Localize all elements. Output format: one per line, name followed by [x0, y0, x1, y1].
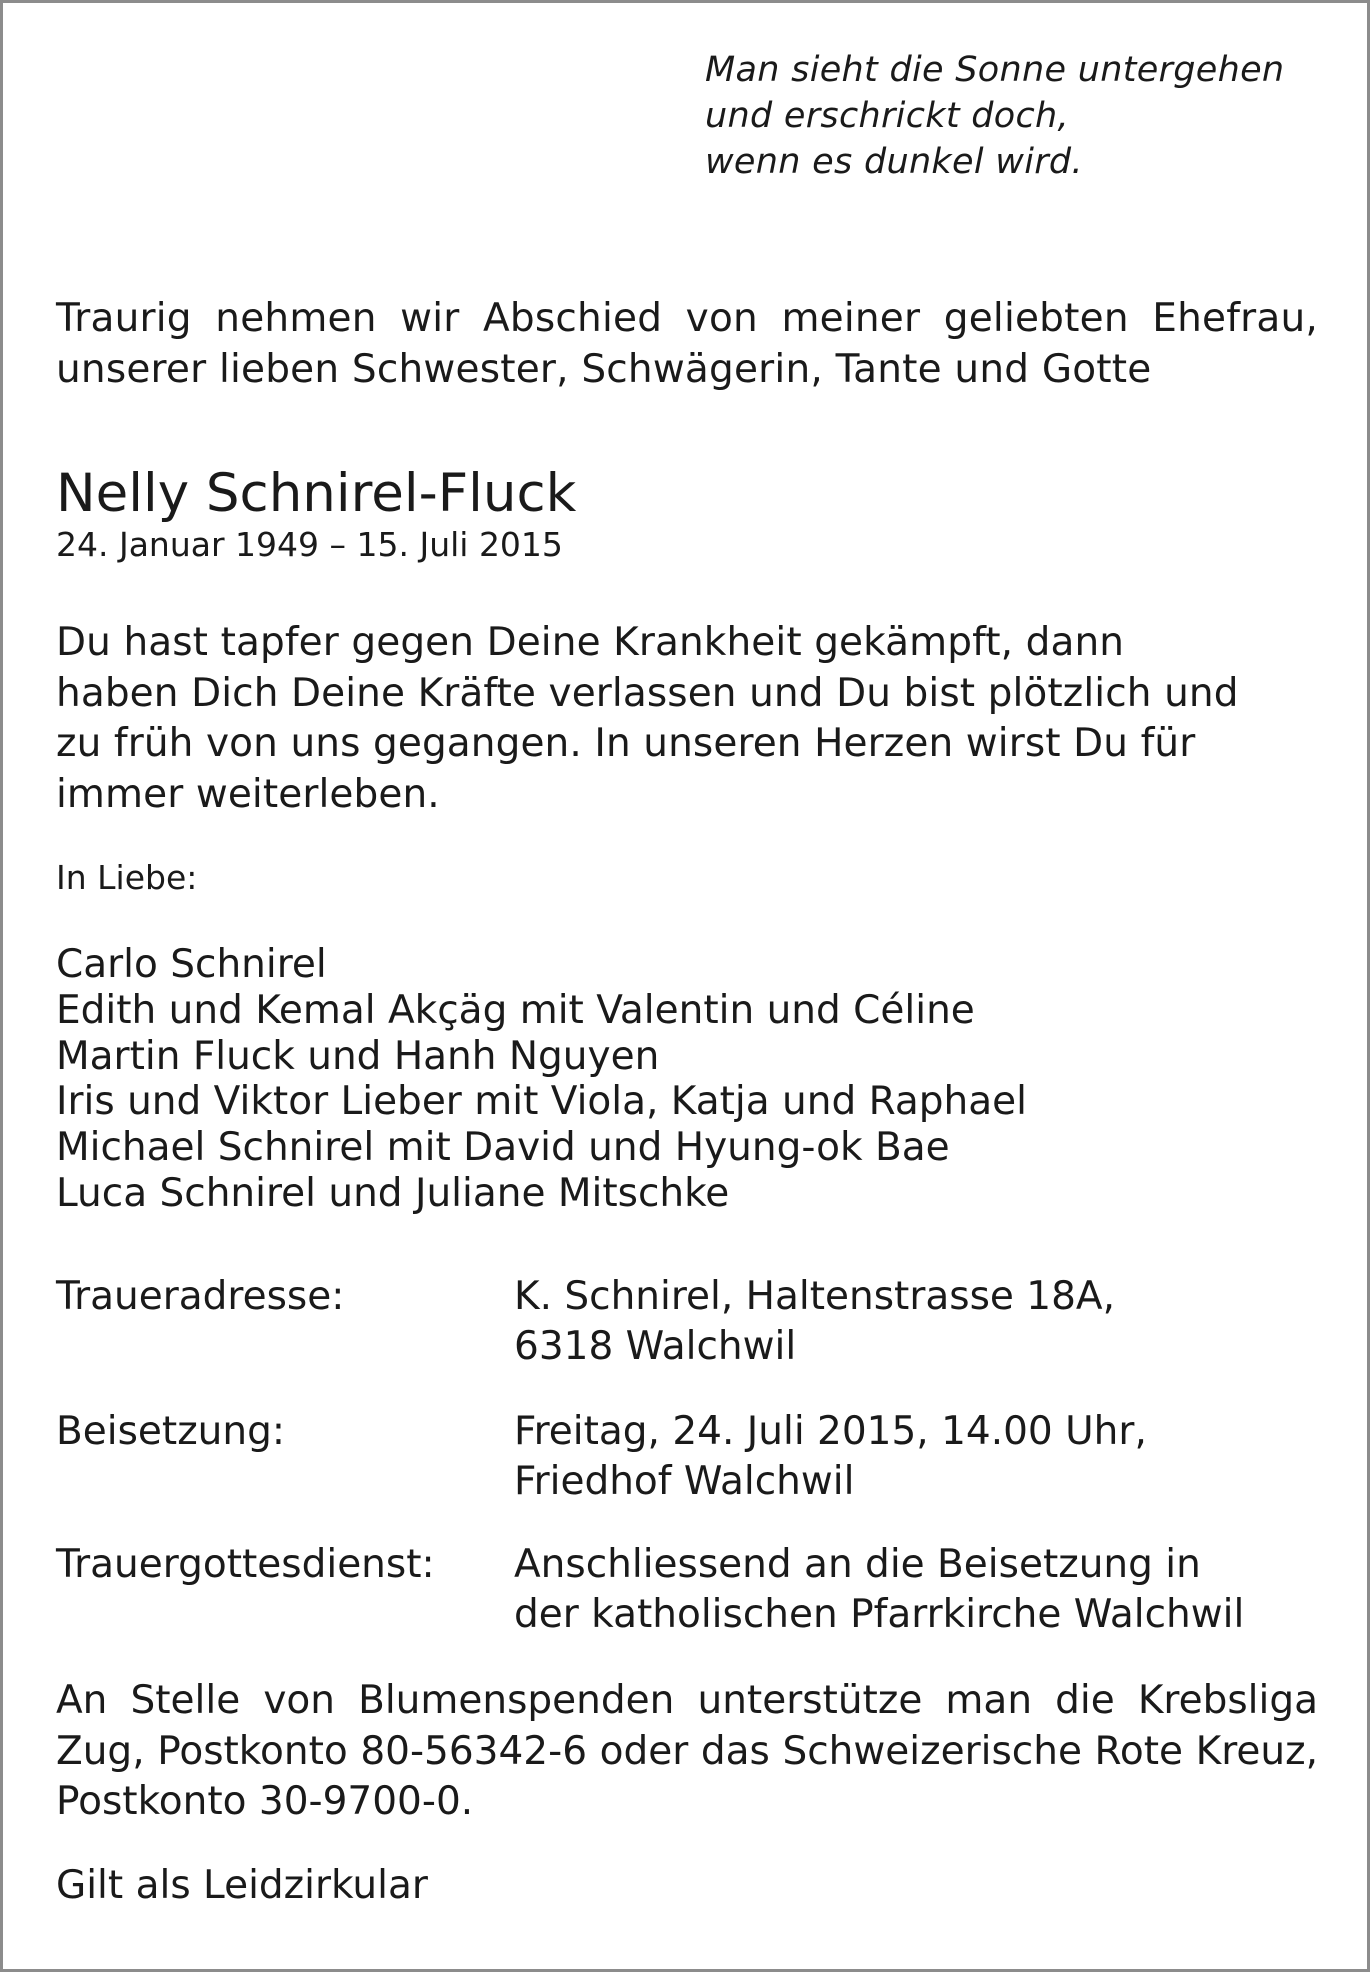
circular-note: Gilt als Leidzirkular: [56, 1863, 428, 1908]
donation-line: Zug, Postkonto 80-56342-6 oder das Schweizerische Rote Kreuz,: [56, 1728, 1318, 1774]
donation-note: [56, 1676, 1318, 1828]
intro-text: [56, 293, 1318, 395]
deceased-name: Nelly Schnirel-Fluck: [56, 463, 577, 524]
funeral-service-label: Trauergottesdienst:: [56, 1542, 435, 1587]
motto-quote: [705, 47, 1284, 185]
mourning-address-value: [514, 1272, 1115, 1372]
burial-line: Friedhof Walchwil: [514, 1459, 855, 1504]
address-line: K. Schnirel, Haltenstrasse 18A,: [514, 1274, 1115, 1319]
message-line: zu früh von uns gegangen. In unseren Herzen wirst Du für: [56, 721, 1196, 766]
donation-line: Postkonto 30-9700-0.: [56, 1779, 474, 1824]
service-line: Anschliessend an die Beisetzung in: [514, 1542, 1201, 1587]
burial-label: Beisetzung:: [56, 1409, 285, 1454]
mourning-address-label: Traueradresse:: [56, 1274, 345, 1319]
life-dates: 24. Januar 1949 – 15. Juli 2015: [56, 525, 563, 564]
mourner-entry: Carlo Schnirel: [56, 942, 327, 987]
funeral-service-value: [514, 1540, 1244, 1640]
in-love-heading: In Liebe:: [56, 858, 198, 897]
motto-line: Man sieht die Sonne untergehen: [705, 50, 1285, 90]
mourner-entry: Martin Fluck und Hanh Nguyen: [56, 1033, 660, 1079]
burial-line: Freitag, 24. Juli 2015, 14.00 Uhr,: [514, 1409, 1147, 1454]
burial-value: [514, 1407, 1147, 1507]
motto-line: wenn es dunkel wird.: [705, 142, 1083, 182]
intro-line: Traurig nehmen wir Abschied von meiner geliebten Ehefrau,: [56, 296, 1318, 341]
mourner-entry: Michael Schnirel mit David und Hyung-ok Bae: [56, 1125, 950, 1171]
message-line: immer weiterleben.: [56, 771, 440, 817]
mourner-entry: Edith und Kemal Akçäg mit Valentin und Céline: [56, 987, 975, 1033]
mourners-list: [56, 942, 1027, 1217]
address-line: 6318 Walchwil: [514, 1324, 797, 1369]
message-line: haben Dich Deine Kräfte verlassen und Du bist plötzlich und: [56, 670, 1239, 716]
farewell-message: [56, 618, 1239, 820]
mourner-entry: Iris und Viktor Lieber mit Viola, Katja und Raphael: [56, 1079, 1027, 1125]
intro-line: unserer lieben Schwester, Schwägerin, Tante und Gotte: [56, 347, 1152, 392]
motto-line: und erschrickt doch,: [705, 96, 1069, 136]
message-line: Du hast tapfer gegen Deine Krankheit gekämpft, dann: [56, 620, 1125, 665]
mourner-entry: Luca Schnirel und Juliane Mitschke: [56, 1170, 730, 1216]
service-line: der katholischen Pfarrkirche Walchwil: [514, 1592, 1245, 1637]
donation-line: An Stelle von Blumenspenden unterstütze man die Krebsliga: [56, 1678, 1318, 1723]
